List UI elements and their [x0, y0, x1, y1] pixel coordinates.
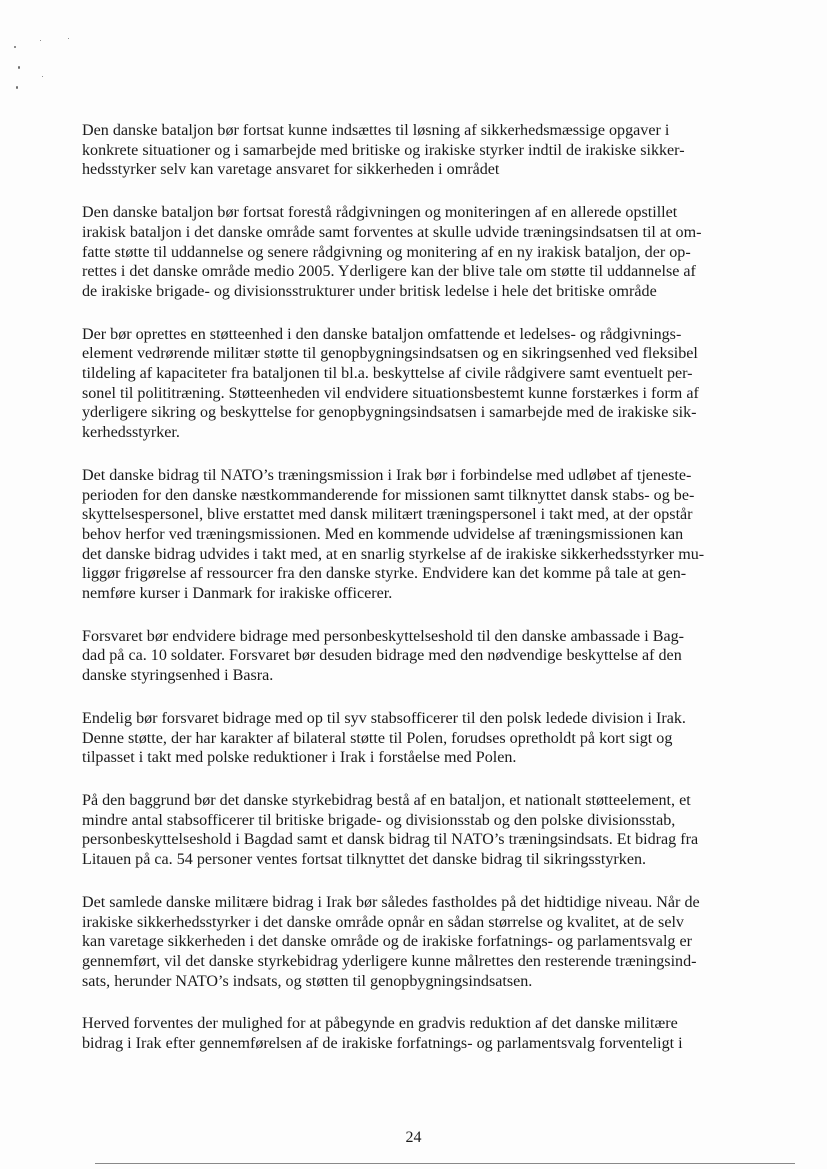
text-line: yderligere sikring og beskyttelse for genopbygningsindsatsen i samarbejde med de irakiske sik- [82, 404, 697, 422]
scan-speck [18, 66, 20, 69]
text-line: rettes i det danske område medio 2005. Yderligere kan der blive tale om støtte til uddannelse af [82, 263, 696, 281]
text-line: irakisk bataljon i det danske område samt forventes at skulle udvide træningsindsatsen til at om- [82, 223, 702, 241]
text-line: tildeling af kapaciteter fra bataljonen til bl.a. beskyttelse af civile rådgivere samt eventuelt per- [82, 365, 693, 383]
text-line: Endelig bør forsvaret bidrage med op til syv stabsofficerer til den polsk ledede division i Irak. [82, 709, 686, 727]
scan-speck [16, 86, 18, 89]
text-line: bidrag i Irak efter gennemførelsen af de irakiske forfatnings- og parlamentsvalg forventeligt i [82, 1035, 683, 1053]
text-line: behov herfor ved træningsmissionen. Med en kommende udvidelse af træningsmissionen kan [82, 525, 684, 543]
page-number: 24 [405, 1129, 422, 1146]
text-line: Det danske bidrag til NATO’s træningsmission i Irak bør i forbindelse med udløbet af tjeneste- [82, 466, 692, 484]
text-line: det danske bidrag udvides i takt med, at en snarlig styrkelse af de irakiske sikkerhedsstyrker mu- [82, 545, 705, 563]
text-line: nemføre kurser i Danmark for irakiske officerer. [82, 585, 393, 603]
paragraph [82, 709, 742, 768]
text-line: Herved forventes der mulighed for at påbegynde en gradvis reduktion af det danske militære [82, 1015, 678, 1033]
paragraph [82, 121, 742, 180]
text-line: personbeskyttelseshold i Bagdad samt et dansk bidrag til NATO’s træningsindsats. Et bidrag fra [82, 831, 699, 849]
text-line: Forsvaret bør endvidere bidrage med personbeskyttelseshold til den danske ambassade i Bag- [82, 627, 685, 645]
scan-specks [14, 38, 94, 98]
text-line: kan varetage sikkerheden i det danske område og de irakiske forfatnings- og parlamentsvalg er [82, 933, 692, 951]
text-line: Den danske bataljon bør fortsat forestå rådgivningen og moniteringen af en allerede opstillet [82, 204, 678, 222]
paragraph [82, 893, 742, 992]
scan-speck [40, 40, 41, 41]
text-line: dad på ca. 10 soldater. Forsvaret bør desuden bidrage med den nødvendige beskyttelse af den [82, 647, 682, 665]
text-line: Der bør oprettes en støtteenhed i den danske bataljon omfattende et ledelses- og rådgivnings- [82, 325, 682, 343]
text-line: sonel til polititræning. Støtteenheden vil endvidere situationsbestemt kunne forstærkes i form af [82, 384, 699, 402]
footer-rule [95, 1163, 795, 1164]
text-line: hedsstyrker selv kan varetage ansvaret for sikkerheden i området [82, 161, 500, 179]
text-line: Den danske bataljon bør fortsat kunne indsættes til løsning af sikkerhedsmæssige opgaver i [82, 122, 670, 139]
paragraph [82, 466, 742, 604]
text-line: fatte støtte til uddannelse og senere rådgivning og monitering af en ny irakisk bataljon, der op- [82, 243, 691, 261]
text-line: danske styringsenhed i Basra. [82, 667, 274, 685]
text-line: konkrete situationer og i samarbejde med britiske og irakiske styrker indtil de irakiske sikker- [82, 141, 685, 159]
text-line: Det samlede danske militære bidrag i Irak bør således fastholdes på det hidtidige niveau. Når de [82, 893, 700, 911]
text-line: perioden for den danske næstkommanderende for missionen samt tilknyttet dansk stabs- og be- [82, 486, 695, 504]
text-line: mindre antal stabsofficerer til britiske brigade- og divisionsstab og den polske divisionsstab, [82, 811, 676, 829]
text-line: de irakiske brigade- og divisionsstrukturer under britisk ledelse i hele det britiske område [82, 282, 657, 300]
text-line: element vedrørende militær støtte til genopbygningsindsatsen og en sikringsenhed ved fleksibel [82, 345, 698, 363]
document-body [82, 121, 742, 1077]
text-line: liggør frigørelse af ressourcer fra den danske styrke. Endvidere kan det komme på tale at gen- [82, 565, 687, 583]
paragraph [82, 791, 742, 870]
paragraph [82, 325, 742, 443]
text-line: gennemført, vil det danske styrkebidrag yderligere kunne målrettes den resterende træningsind- [82, 952, 697, 970]
text-line: tilpasset i takt med polske reduktioner i Irak i forståelse med Polen. [82, 749, 517, 767]
paragraph [82, 627, 742, 686]
text-line: skyttelsespersonel, blive erstattet med dansk militært træningspersonel i takt med, at der opstår [82, 506, 693, 524]
text-line: irakiske sikkerhedsstyrker i det danske område opnår en sådan størrelse og kvalitet, at de selv [82, 913, 684, 931]
scan-speck [68, 38, 69, 39]
scan-speck [14, 46, 16, 48]
text-line: kerhedsstyrker. [82, 424, 180, 442]
text-line: sats, herunder NATO’s indsats, og støtten til genopbygningsindsatsen. [82, 972, 533, 990]
text-line: På den baggrund bør det danske styrkebidrag bestå af en bataljon, et nationalt støtteelement, et [82, 791, 691, 809]
text-line: Denne støtte, der har karakter af bilateral støtte til Polen, forudses opretholdt på kort sigt og [82, 729, 673, 747]
scan-speck [42, 76, 43, 77]
paragraph [82, 203, 742, 302]
paragraph [82, 1014, 742, 1053]
text-line: Litauen på ca. 54 personer ventes fortsat tilknyttet det danske bidrag til sikringsstyrken. [82, 851, 647, 869]
